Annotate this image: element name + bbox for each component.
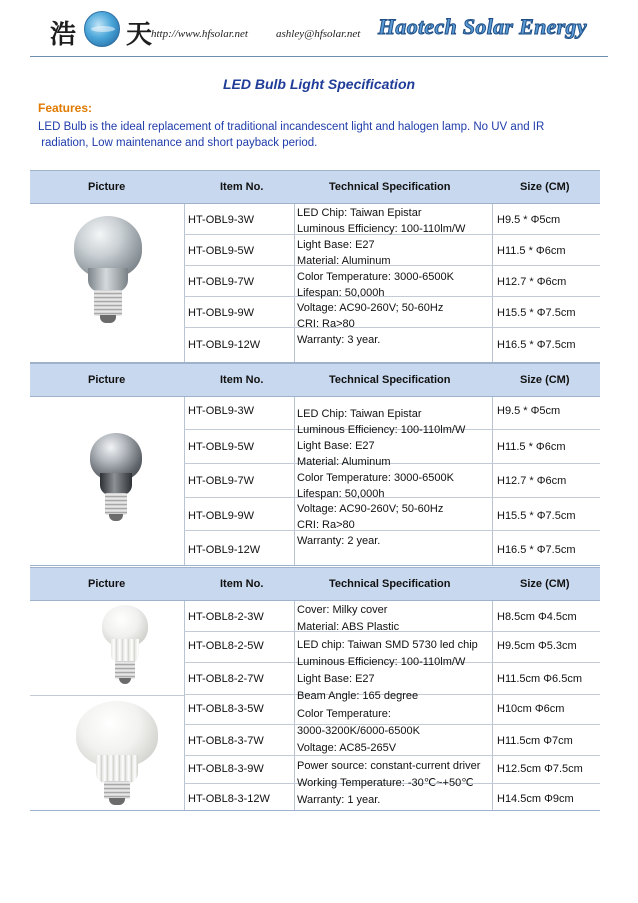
item-no: HT-OBL9-12W [188, 544, 261, 556]
item-size: H14.5cm Φ9cm [497, 793, 574, 805]
item-size: H16.5 * Φ7.5cm [497, 339, 576, 351]
col-item: Item No. [220, 181, 264, 193]
col-tech: Technical Specification [329, 374, 451, 386]
technical-specification [297, 206, 465, 349]
spec-line: Warranty: 1 year. [297, 794, 381, 807]
item-no: HT-OBL8-2-3W [188, 611, 264, 623]
item-size: H11.5cm Φ6.5cm [497, 673, 582, 685]
item-no: HT-OBL9-3W [188, 214, 255, 226]
spec-table-aluminum-2yr [30, 363, 600, 565]
item-no: HT-OBL8-3-9W [188, 763, 264, 775]
table-border [30, 565, 600, 566]
item-no: HT-OBL9-7W [188, 276, 255, 288]
spec-line: Luminous Efficiency: 100-110lm/W [297, 655, 466, 668]
item-size: H11.5cm Φ7cm [497, 735, 573, 747]
item-size: H9.5 * Φ5cm [497, 214, 561, 226]
table-body [30, 397, 600, 565]
features-line-2: radiation, Low maintenance and short payback period. [38, 137, 318, 149]
col-item: Item No. [220, 374, 264, 386]
spec-line: Light Base: E27 [297, 238, 375, 251]
technical-specification [297, 407, 465, 550]
item-no: HT-OBL9-5W [188, 441, 255, 453]
table-header [30, 170, 600, 204]
item-no: HT-OBL8-2-5W [188, 640, 264, 652]
item-no: HT-OBL9-9W [188, 307, 255, 319]
spec-line: Working Temperature: -30℃~+50℃ [297, 776, 474, 789]
item-no: HT-OBL9-7W [188, 475, 255, 487]
spec-table-plastic [30, 567, 600, 810]
col-tech: Technical Specification [329, 578, 451, 590]
website-url[interactable]: http://www.hfsolar.net [151, 28, 248, 40]
table-header [30, 567, 600, 601]
spec-table-aluminum-3yr [30, 170, 600, 362]
item-size: H11.5 * Φ6cm [497, 245, 566, 257]
item-size: H10cm Φ6cm [497, 703, 565, 715]
item-no: HT-OBL8-3-5W [188, 703, 264, 715]
spec-line: CRI: Ra>80 [297, 318, 355, 331]
table-body [30, 601, 600, 810]
table-header [30, 363, 600, 397]
spec-line: Material: Aluminum [297, 455, 391, 468]
item-size: H15.5 * Φ7.5cm [497, 510, 576, 522]
picture-divider [30, 695, 184, 696]
company-logo [44, 10, 164, 50]
spec-line: Luminous Efficiency: 100-110lm/W [297, 423, 466, 436]
item-size: H12.7 * Φ6cm [497, 475, 567, 487]
milky-bulb-large-picture [76, 701, 158, 807]
item-no: HT-OBL9-5W [188, 245, 255, 257]
col-tech: Technical Specification [329, 181, 451, 193]
item-no: HT-OBL8-3-7W [188, 735, 264, 747]
item-size: H16.5 * Φ7.5cm [497, 544, 576, 556]
col-size: Size (CM) [520, 374, 570, 386]
spec-line: Beam Angle: 165 degree [297, 690, 419, 703]
item-no: HT-OBL8-3-12W [188, 793, 270, 805]
page-header [0, 0, 638, 58]
col-size: Size (CM) [520, 578, 570, 590]
item-size: H12.7 * Φ6cm [497, 276, 567, 288]
spec-line: Color Temperature: 3000-6500K [297, 270, 454, 283]
spec-line: Warranty: 3 year. [297, 334, 381, 347]
logo-right-char: 天 [126, 20, 153, 50]
spec-line: Color Temperature: 3000-6500K [297, 471, 454, 484]
spec-line: Voltage: AC85-265V [297, 742, 397, 755]
item-size: H11.5 * Φ6cm [497, 441, 566, 453]
col-size: Size (CM) [520, 181, 570, 193]
spec-line: Voltage: AC90-260V; 50-60Hz [297, 503, 444, 516]
col-picture: Picture [88, 374, 126, 386]
globe-icon [84, 11, 120, 47]
spec-line: 3000-3200K/6000-6500K [297, 725, 420, 738]
item-size: H15.5 * Φ7.5cm [497, 307, 576, 319]
col-picture: Picture [88, 578, 126, 590]
item-no: HT-OBL9-3W [188, 405, 255, 417]
item-no: HT-OBL9-12W [188, 339, 261, 351]
milky-bulb-small-picture [102, 605, 148, 689]
spec-line: LED Chip: Taiwan Epistar [297, 408, 422, 420]
table-border [30, 810, 600, 811]
features-text [38, 119, 598, 151]
spec-line: Voltage: AC90-260V; 50-60Hz [297, 302, 444, 315]
item-no: HT-OBL8-2-7W [188, 673, 264, 685]
aluminum-bulb-picture [72, 216, 144, 326]
item-size: H12.5cm Φ7.5cm [497, 763, 583, 775]
spec-line: Cover: Milky cover [297, 604, 388, 616]
item-size: H9.5cm Φ5.3cm [497, 640, 577, 652]
logo-left-char: 浩 [50, 20, 77, 50]
technical-specification [297, 602, 480, 810]
table-body [30, 204, 600, 362]
col-item: Item No. [220, 578, 264, 590]
spec-line: Power source: constant-current driver [297, 759, 481, 772]
item-size: H8.5cm Φ4.5cm [497, 611, 577, 623]
dark-aluminum-bulb-picture [88, 433, 144, 529]
spec-line: Material: Aluminum [297, 254, 391, 267]
spec-line: CRI: Ra>80 [297, 519, 355, 532]
contact-email[interactable]: ashley@hfsolar.net [276, 28, 361, 40]
item-no: HT-OBL9-9W [188, 510, 255, 522]
item-size: H9.5 * Φ5cm [497, 405, 561, 417]
spec-line: Lifespan: 50,000h [297, 487, 385, 500]
spec-line: Lifespan: 50,000h [297, 286, 385, 299]
features-label: Features: [38, 101, 93, 115]
spec-line: Light Base: E27 [297, 673, 375, 686]
page-title: LED Bulb Light Specification [222, 76, 416, 92]
features-line-1: LED Bulb is the ideal replacement of traditional incandescent light and halogen lamp. No UV and IR [38, 121, 545, 133]
spec-line: Material: ABS Plastic [297, 621, 400, 634]
col-picture: Picture [88, 181, 126, 193]
spec-line: Warranty: 2 year. [297, 535, 381, 548]
brand-name: Haotech Solar Energy [378, 14, 587, 39]
spec-line: LED chip: Taiwan SMD 5730 led chip [297, 638, 478, 651]
spec-line: Luminous Efficiency: 100-110lm/W [297, 222, 466, 235]
spec-line: Color Temperature: [297, 707, 391, 720]
spec-line: LED Chip: Taiwan Epistar [297, 207, 422, 219]
header-divider [30, 56, 608, 57]
spec-line: Light Base: E27 [297, 439, 375, 452]
